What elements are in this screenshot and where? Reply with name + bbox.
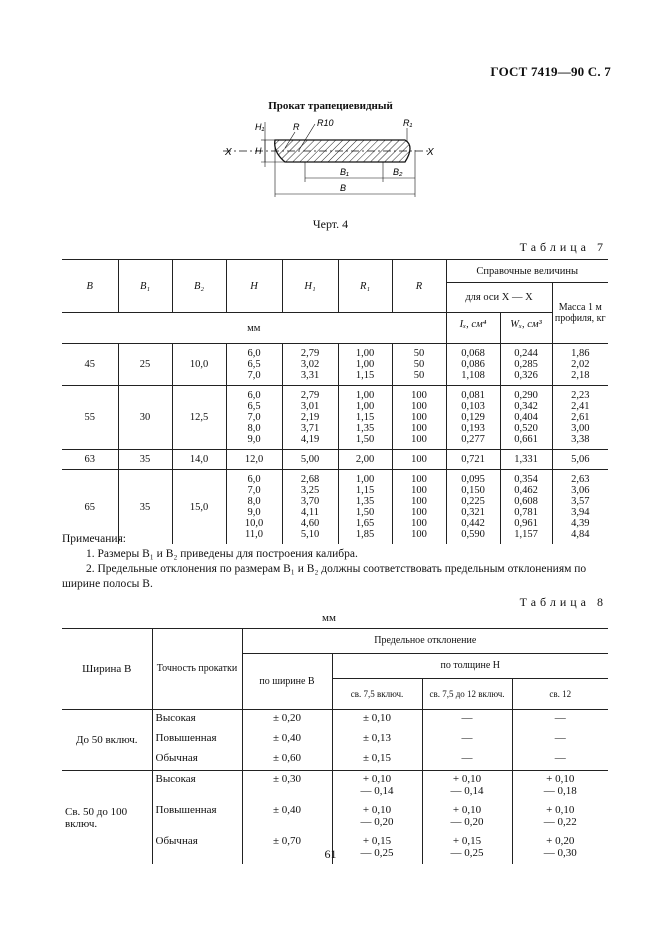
- cell-value: 3,38: [571, 434, 590, 445]
- cell: 15,0: [172, 470, 226, 545]
- label-b2: B₂: [393, 167, 403, 177]
- cell-value: 2,61: [571, 412, 590, 423]
- cell-value: 0,193: [461, 423, 485, 434]
- drawing-title: Прокат трапециевидный: [268, 100, 393, 112]
- cell-stack: [392, 386, 446, 450]
- width-dev-cell: ± 0,30: [242, 771, 332, 803]
- note-2: 2. Предельные отклонения по размерам B₁ и B₂ должны соответствовать предельным отклонениям по ширине полосы B.: [62, 563, 587, 590]
- cell-value: — 0,14: [360, 785, 394, 797]
- precision-cell: Высокая: [152, 771, 242, 803]
- cell-stack: [500, 450, 552, 470]
- cell-value: + 0,10: [452, 804, 482, 816]
- col-h: H: [226, 260, 282, 313]
- thickness-dev-cell: [422, 802, 512, 833]
- page-number: 61: [324, 847, 337, 861]
- col-r1: R₁: [338, 260, 392, 313]
- table8-caption: Таблица 8: [519, 595, 607, 609]
- width-cell: Св. 50 до 100 включ.: [62, 771, 152, 865]
- cell-value: — 0,25: [360, 847, 394, 859]
- cell-stack: [392, 344, 446, 386]
- thickness-dev-cell: [512, 771, 608, 803]
- cell-stack: [552, 386, 608, 450]
- cell-value: 100: [411, 423, 427, 434]
- col-limit: Предельное отклонение: [242, 629, 608, 654]
- col-c1: св. 7,5 включ.: [332, 679, 422, 710]
- label-h1: H₁: [255, 122, 265, 132]
- table-row: [62, 771, 608, 803]
- cell-stack: [446, 450, 500, 470]
- figure-caption: Черт. 4: [312, 217, 349, 231]
- cell-value: 0,103: [461, 401, 485, 412]
- cell-value: 3,70: [300, 496, 320, 507]
- cell-value: 100: [411, 485, 427, 496]
- cell-value: 1,15: [355, 485, 375, 496]
- cell: 12,5: [172, 386, 226, 450]
- table-row: [62, 450, 608, 470]
- cell-value: 1,00: [355, 474, 375, 485]
- thickness-dev-cell: [332, 802, 422, 833]
- cell-value: 1,86: [571, 348, 590, 359]
- cell-value: 3,06: [571, 485, 590, 496]
- cell-stack: [282, 344, 338, 386]
- cell-value: 1,50: [355, 507, 375, 518]
- cell-value: + 0,10: [452, 773, 482, 785]
- cell-value: 0,086: [461, 359, 485, 370]
- cell-value: 0,961: [514, 518, 538, 529]
- note-1: 1. Размеры B₁ и B₂ приведены для построения калибра.: [86, 548, 358, 560]
- cell-value: 2,41: [571, 401, 590, 412]
- cell-value: 50: [413, 359, 425, 370]
- cell-value: + 0,20: [546, 835, 575, 847]
- cell-value: 12,0: [244, 454, 264, 465]
- cell-value: 6,0: [247, 348, 261, 359]
- cell-value: 100: [411, 390, 427, 401]
- cell-stack: [500, 344, 552, 386]
- col-by-width: по ширине B: [242, 654, 332, 710]
- cell-value: 1,00: [355, 359, 375, 370]
- cell-value: 3,00: [571, 423, 590, 434]
- cell-value: 4,84: [571, 529, 590, 540]
- col-wx: Wₓ, см³: [500, 313, 552, 336]
- cell-value: 1,15: [355, 370, 375, 381]
- label-r1: R₁: [403, 118, 413, 128]
- col-by-thickness: по толщине H: [332, 654, 608, 679]
- width-cell: До 50 включ.: [62, 710, 152, 771]
- cell-value: 0,285: [514, 359, 538, 370]
- width-dev-cell: ± 0,20: [242, 710, 332, 731]
- cell: 63: [62, 450, 118, 470]
- col-b: B: [62, 260, 118, 313]
- cell-value: + 0,10: [546, 804, 575, 816]
- thickness-dev-cell: [332, 771, 422, 803]
- cell-value: 50: [413, 370, 425, 381]
- cell-value: 8,0: [247, 423, 261, 434]
- cell-value: 100: [411, 507, 427, 518]
- col-h1: H₁: [282, 260, 338, 313]
- cell-value: ± 0,13: [362, 732, 392, 744]
- cell-stack: [338, 386, 392, 450]
- cell-value: 0,129: [461, 412, 485, 423]
- cell-value: 8,0: [247, 496, 261, 507]
- precision-cell: Повышенная: [152, 730, 242, 750]
- cell-value: 0,404: [514, 412, 538, 423]
- cell-value: 6,0: [247, 390, 261, 401]
- cell-value: 2,18: [571, 370, 590, 381]
- cell-value: 4,39: [571, 518, 590, 529]
- cell-value: 2,79: [300, 348, 320, 359]
- cell-value: 1,331: [514, 454, 538, 465]
- cell-value: 3,02: [300, 359, 320, 370]
- cell-value: 0,095: [461, 474, 485, 485]
- cell-value: 2,63: [571, 474, 590, 485]
- cell-stack: [338, 450, 392, 470]
- cell-stack: [392, 450, 446, 470]
- cell-value: 100: [411, 454, 427, 465]
- cell-value: 0,321: [461, 507, 485, 518]
- col-b1: B₁: [118, 260, 172, 313]
- unit-mm: мм: [62, 313, 446, 344]
- cell-value: —: [461, 712, 473, 724]
- col-r: R: [392, 260, 446, 313]
- col-axis: для оси X — X: [446, 283, 552, 313]
- cell-value: 5,10: [300, 529, 320, 540]
- cell-stack: [282, 386, 338, 450]
- cell-value: — 0,14: [450, 785, 484, 797]
- cell-value: 0,081: [461, 390, 485, 401]
- thickness-dev-cell: [422, 750, 512, 771]
- cell-value: 100: [411, 401, 427, 412]
- label-b: B: [340, 183, 347, 193]
- precision-cell: Обычная: [152, 833, 242, 864]
- cell-value: + 0,10: [362, 773, 392, 785]
- cell-value: 0,442: [461, 518, 485, 529]
- cell: 30: [118, 386, 172, 450]
- cell-stack: [338, 344, 392, 386]
- cell-value: 2,02: [571, 359, 590, 370]
- width-dev-cell: ± 0,40: [242, 802, 332, 833]
- col-reference: Справочные величины: [446, 260, 608, 283]
- cell-value: 0,590: [461, 529, 485, 540]
- cell-value: 1,00: [355, 401, 375, 412]
- cell-value: 3,25: [300, 485, 320, 496]
- cell-value: 6,5: [247, 401, 261, 412]
- cell-value: 0,277: [461, 434, 485, 445]
- cell-value: 100: [411, 518, 427, 529]
- cell-value: 4,11: [301, 507, 319, 518]
- cell-value: 5,06: [571, 454, 590, 465]
- cell-value: — 0,30: [543, 847, 577, 859]
- cell-value: 1,85: [355, 529, 375, 540]
- cell-stack: [552, 450, 608, 470]
- cell-value: 3,31: [300, 370, 320, 381]
- label-x-right: X: [427, 147, 434, 158]
- cell-stack: [226, 344, 282, 386]
- cell-value: 100: [411, 434, 427, 445]
- cell: 55: [62, 386, 118, 450]
- cell-value: 11,0: [245, 529, 263, 540]
- thickness-dev-cell: [332, 730, 422, 750]
- cell-value: + 0,10: [362, 804, 392, 816]
- cell-value: — 0,22: [543, 816, 577, 828]
- cell-value: 1,00: [355, 348, 375, 359]
- label-b1: B₁: [340, 167, 349, 177]
- cell-value: 0,661: [514, 434, 538, 445]
- cell-value: —: [554, 752, 566, 764]
- cell-value: 9,0: [247, 507, 261, 518]
- cell-value: + 0,10: [546, 773, 575, 785]
- label-r: R: [293, 122, 300, 132]
- cell-value: 0,068: [461, 348, 485, 359]
- cell-value: 3,94: [571, 507, 590, 518]
- page-header: ГОСТ 7419—90 С. 7: [490, 64, 611, 79]
- table-row: [62, 344, 608, 386]
- col-c3: св. 12: [512, 679, 608, 710]
- width-dev-cell: ± 0,70: [242, 833, 332, 864]
- table-row: [62, 710, 608, 731]
- cell-value: 50: [413, 348, 425, 359]
- cell-value: 0,290: [514, 390, 538, 401]
- cell-value: 0,520: [514, 423, 538, 434]
- cell: 25: [118, 344, 172, 386]
- table7-caption: Таблица 7: [519, 240, 607, 254]
- thickness-dev-cell: [512, 750, 608, 771]
- precision-cell: Обычная: [152, 750, 242, 771]
- cell-value: 1,108: [461, 370, 485, 381]
- cell-value: —: [461, 732, 473, 744]
- cell-value: 2,79: [300, 390, 320, 401]
- cell-value: 0,342: [514, 401, 538, 412]
- thickness-dev-cell: [422, 771, 512, 803]
- cell-stack: [500, 386, 552, 450]
- cell-stack: [282, 450, 338, 470]
- cell-value: 100: [411, 474, 427, 485]
- table-row: [62, 386, 608, 450]
- cell-value: —: [554, 732, 566, 744]
- cell-value: 3,71: [300, 423, 320, 434]
- cell-value: 0,354: [514, 474, 538, 485]
- cell-value: 10,0: [244, 518, 264, 529]
- cell-value: 5,00: [300, 454, 320, 465]
- cell-stack: [226, 450, 282, 470]
- cell-value: ± 0,10: [362, 712, 392, 724]
- cell-value: 9,0: [247, 434, 261, 445]
- cell-value: 7,0: [247, 485, 261, 496]
- cell-stack: [552, 344, 608, 386]
- precision-cell: Повышенная: [152, 802, 242, 833]
- cell-value: 100: [411, 529, 427, 540]
- cell-value: — 0,25: [450, 847, 484, 859]
- cell-value: + 0,15: [452, 835, 482, 847]
- cell-stack: [226, 386, 282, 450]
- cell-value: — 0,20: [450, 816, 484, 828]
- cell: 10,0: [172, 344, 226, 386]
- table-8: [62, 628, 608, 864]
- cell-value: 2,68: [300, 474, 320, 485]
- cell-value: 4,19: [300, 434, 320, 445]
- cell-value: —: [554, 712, 566, 724]
- cell-value: 0,225: [461, 496, 485, 507]
- col-precision: Точность прокатки: [152, 629, 242, 710]
- cell-value: 3,01: [300, 401, 320, 412]
- cell-stack: [446, 344, 500, 386]
- cell-value: 0,462: [514, 485, 538, 496]
- cell-value: 6,0: [247, 474, 261, 485]
- cell-value: 7,0: [247, 370, 261, 381]
- cell-value: 1,15: [355, 412, 375, 423]
- thickness-dev-cell: [512, 730, 608, 750]
- cell-value: 0,608: [514, 496, 538, 507]
- cell-stack: [446, 386, 500, 450]
- thickness-dev-cell: [422, 730, 512, 750]
- cell-value: 100: [411, 412, 427, 423]
- cell-value: — 0,20: [360, 816, 394, 828]
- col-mass: Масса 1 м профиля, кг: [552, 283, 608, 344]
- cell-value: ± 0,15: [362, 752, 392, 764]
- precision-cell: Высокая: [152, 710, 242, 731]
- cell-value: 0,150: [461, 485, 485, 496]
- trapezoid-profile-drawing: [215, 112, 445, 212]
- cell-value: 0,244: [514, 348, 538, 359]
- cell-value: 4,60: [300, 518, 320, 529]
- table-7: [62, 259, 608, 544]
- cell: 65: [62, 470, 118, 545]
- cell-value: 100: [411, 496, 427, 507]
- cell: 35: [118, 470, 172, 545]
- cell-value: 1,00: [355, 390, 375, 401]
- label-h: H: [255, 146, 262, 156]
- cell-value: 1,35: [355, 423, 375, 434]
- notes-title: Примечания:: [62, 533, 126, 545]
- cell-value: + 0,15: [362, 835, 392, 847]
- thickness-dev-cell: [512, 710, 608, 731]
- cell-value: 2,19: [300, 412, 320, 423]
- thickness-dev-cell: [332, 750, 422, 771]
- cell-value: 2,23: [571, 390, 590, 401]
- cell-value: 1,65: [355, 518, 375, 529]
- width-dev-cell: ± 0,40: [242, 730, 332, 750]
- cell-value: 0,781: [514, 507, 538, 518]
- cell-value: 1,157: [514, 529, 538, 540]
- width-dev-cell: ± 0,60: [242, 750, 332, 771]
- thickness-dev-cell: [422, 710, 512, 731]
- cell-value: 7,0: [247, 412, 261, 423]
- col-c2: св. 7,5 до 12 включ.: [422, 679, 512, 710]
- cell: 45: [62, 344, 118, 386]
- label-r10: R10: [317, 118, 334, 128]
- cell: 35: [118, 450, 172, 470]
- thickness-dev-cell: [332, 710, 422, 731]
- cell: 14,0: [172, 450, 226, 470]
- col-width: Ширина B: [62, 629, 152, 710]
- cell-value: 0,721: [461, 454, 485, 465]
- cell-value: —: [461, 752, 473, 764]
- thickness-dev-cell: [512, 802, 608, 833]
- table8-unit: мм: [322, 612, 336, 624]
- col-ix: Iₓ, см⁴: [446, 313, 500, 336]
- label-x-left: X: [225, 147, 232, 158]
- cell-value: 1,50: [355, 434, 375, 445]
- cell-value: — 0,18: [543, 785, 577, 797]
- cell-value: 6,5: [247, 359, 261, 370]
- col-b2: B₂: [172, 260, 226, 313]
- cell-value: 1,35: [355, 496, 375, 507]
- cell-value: 2,00: [355, 454, 375, 465]
- cell-value: 3,57: [571, 496, 590, 507]
- cell-value: 0,326: [514, 370, 538, 381]
